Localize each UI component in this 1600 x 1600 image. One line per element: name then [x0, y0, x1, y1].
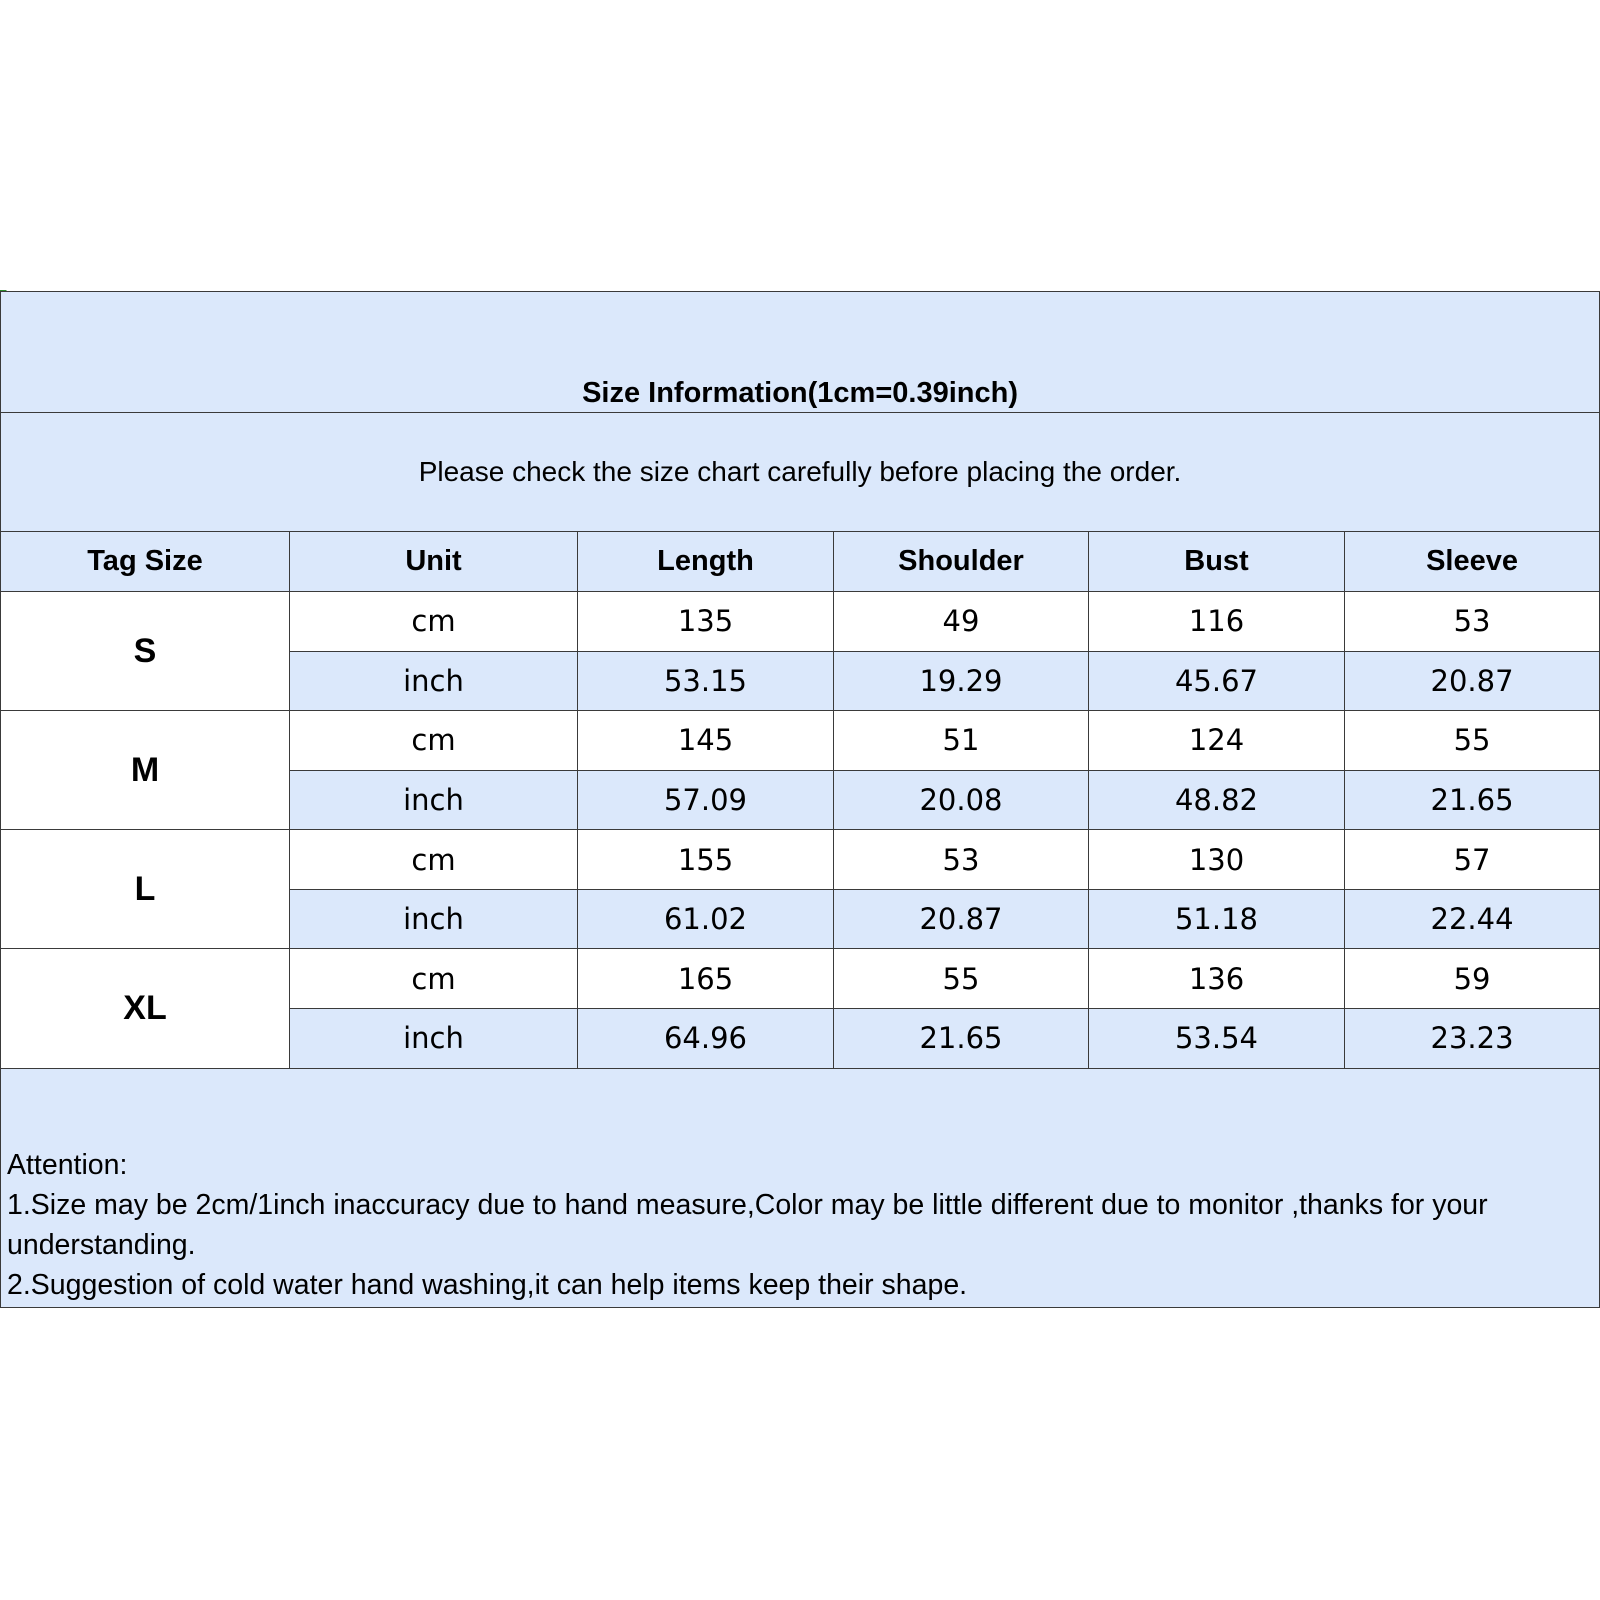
length-cell: 155 [578, 830, 834, 890]
tag-size-cell: XL [1, 949, 290, 1068]
shoulder-cell: 53 [834, 830, 1089, 890]
bust-cell: 116 [1089, 591, 1345, 651]
bust-cell: 51.18 [1089, 889, 1345, 949]
sleeve-cell: 53 [1345, 591, 1600, 651]
unit-cell: cm [290, 591, 578, 651]
shoulder-cell: 20.87 [834, 889, 1089, 949]
sleeve-cell: 23.23 [1345, 1008, 1600, 1068]
size-chart-table [0, 291, 1600, 1308]
length-cell: 135 [578, 591, 834, 651]
shoulder-cell: 20.08 [834, 770, 1089, 830]
title-row [1, 292, 1600, 413]
bust-cell: 48.82 [1089, 770, 1345, 830]
length-cell: 57.09 [578, 770, 834, 830]
table-row [1, 711, 1600, 771]
header-sleeve: Sleeve [1345, 532, 1600, 592]
length-cell: 53.15 [578, 651, 834, 711]
tag-size-cell: S [1, 591, 290, 710]
chart-subtitle: Please check the size chart carefully before placing the order. [1, 413, 1600, 532]
shoulder-cell: 55 [834, 949, 1089, 1009]
unit-cell: inch [290, 770, 578, 830]
tag-size-cell: M [1, 711, 290, 830]
sleeve-cell: 21.65 [1345, 770, 1600, 830]
header-unit: Unit [290, 532, 578, 592]
shoulder-cell: 19.29 [834, 651, 1089, 711]
unit-cell: inch [290, 1008, 578, 1068]
bust-cell: 130 [1089, 830, 1345, 890]
header-row [1, 532, 1600, 592]
table-row [1, 949, 1600, 1009]
header-bust: Bust [1089, 532, 1345, 592]
unit-cell: inch [290, 889, 578, 949]
unit-cell: cm [290, 949, 578, 1009]
subtitle-row [1, 413, 1600, 532]
unit-cell: cm [290, 711, 578, 771]
notes-row [1, 1068, 1600, 1307]
header-length: Length [578, 532, 834, 592]
shoulder-cell: 21.65 [834, 1008, 1089, 1068]
bust-cell: 124 [1089, 711, 1345, 771]
header-tag-size: Tag Size [1, 532, 290, 592]
length-cell: 165 [578, 949, 834, 1009]
attention-note-2: 2.Suggestion of cold water hand washing,it can help items keep their shape. [7, 1269, 968, 1301]
bust-cell: 53.54 [1089, 1008, 1345, 1068]
table-row [1, 591, 1600, 651]
tag-size-cell: L [1, 830, 290, 949]
length-cell: 145 [578, 711, 834, 771]
bust-cell: 136 [1089, 949, 1345, 1009]
sleeve-cell: 57 [1345, 830, 1600, 890]
attention-note-1: 1.Size may be 2cm/1inch inaccuracy due to hand measure,Color may be little different due to monitor ,thanks for your understanding. [7, 1189, 1488, 1261]
sleeve-cell: 55 [1345, 711, 1600, 771]
sleeve-cell: 59 [1345, 949, 1600, 1009]
length-cell: 61.02 [578, 889, 834, 949]
length-cell: 64.96 [578, 1008, 834, 1068]
shoulder-cell: 51 [834, 711, 1089, 771]
header-shoulder: Shoulder [834, 532, 1089, 592]
attention-heading: Attention: [7, 1149, 128, 1181]
shoulder-cell: 49 [834, 591, 1089, 651]
sleeve-cell: 20.87 [1345, 651, 1600, 711]
bust-cell: 45.67 [1089, 651, 1345, 711]
attention-notes [1, 1068, 1600, 1307]
unit-cell: cm [290, 830, 578, 890]
unit-cell: inch [290, 651, 578, 711]
sleeve-cell: 22.44 [1345, 889, 1600, 949]
chart-title: Size Information(1cm=0.39inch) [1, 292, 1600, 413]
table-row [1, 830, 1600, 890]
